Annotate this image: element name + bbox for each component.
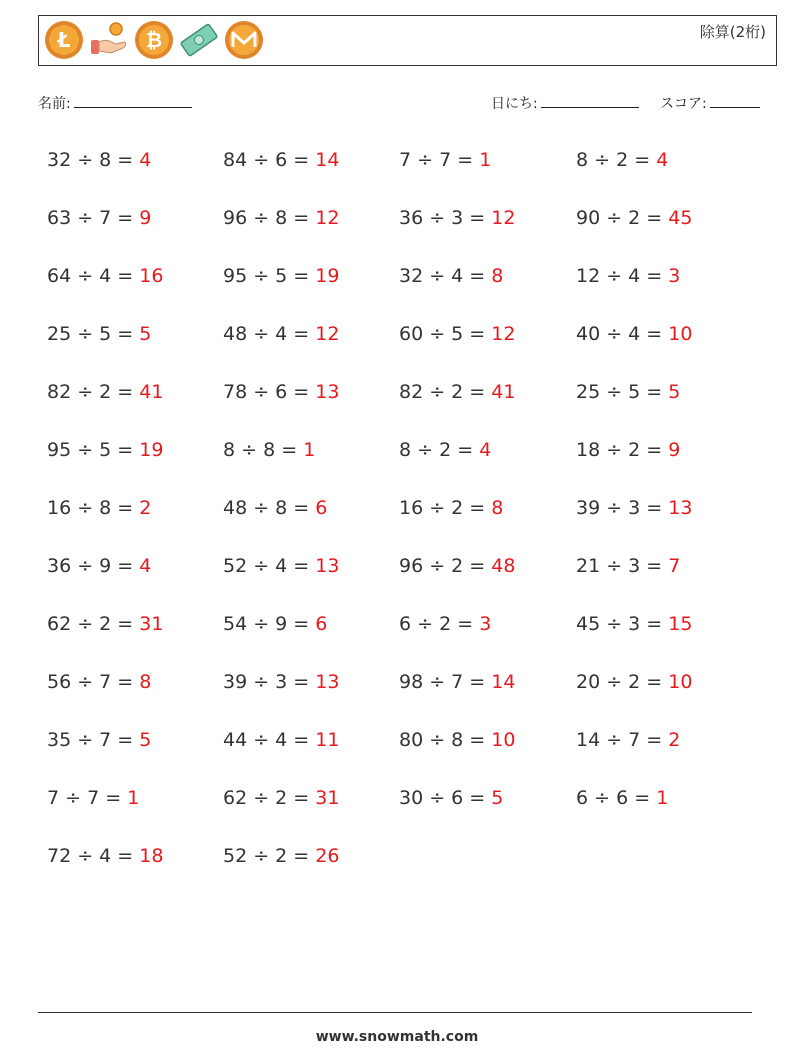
name-field [38,93,192,113]
problem-answer: 1 [127,787,140,809]
problem-answer: 41 [491,381,516,403]
problem-question: 90 ÷ 2 = [576,207,669,229]
problem-item [47,149,151,171]
problem-question: 25 ÷ 5 = [47,323,140,345]
problem-question: 98 ÷ 7 = [399,671,492,693]
score-blank[interactable] [710,93,760,108]
problem-question: 72 ÷ 4 = [47,845,140,867]
problem-item [223,265,339,287]
problem-question: 32 ÷ 8 = [47,149,140,171]
problem-answer: 3 [479,613,492,635]
problem-item [399,439,491,461]
problem-item [399,323,515,345]
problem-item [576,323,692,345]
problem-question: 30 ÷ 6 = [399,787,492,809]
problem-item [399,555,515,577]
problem-item [223,729,339,751]
problem-item [576,149,668,171]
problem-item [47,845,163,867]
problem-question: 96 ÷ 2 = [399,555,492,577]
problem-item [399,671,515,693]
problem-answer: 19 [139,439,164,461]
problem-question: 48 ÷ 8 = [223,497,316,519]
problem-question: 95 ÷ 5 = [223,265,316,287]
score-field [660,93,760,113]
problem-question: 63 ÷ 7 = [47,207,140,229]
problem-answer: 5 [491,787,504,809]
problem-question: 95 ÷ 5 = [47,439,140,461]
name-blank[interactable] [74,93,192,108]
problem-answer: 31 [315,787,340,809]
problem-question: 45 ÷ 3 = [576,613,669,635]
problem-item [223,671,339,693]
problem-item [47,497,151,519]
problem-question: 8 ÷ 8 = [223,439,304,461]
problem-answer: 1 [303,439,316,461]
problem-answer: 48 [491,555,516,577]
problem-question: 78 ÷ 6 = [223,381,316,403]
date-blank[interactable] [541,93,639,108]
problem-answer: 6 [315,497,328,519]
problem-item [399,149,491,171]
problem-answer: 12 [315,323,340,345]
problem-answer: 15 [668,613,693,635]
problem-answer: 4 [656,149,669,171]
problem-question: 64 ÷ 4 = [47,265,140,287]
footer-site: www.snowmath.com [315,1029,479,1045]
problem-item [576,439,680,461]
problem-question: 8 ÷ 2 = [576,149,657,171]
problem-answer: 12 [491,323,516,345]
problem-answer: 16 [139,265,164,287]
problem-answer: 11 [315,729,340,751]
problem-answer: 14 [315,149,340,171]
problem-item [576,613,692,635]
problem-item [399,381,515,403]
problem-question: 36 ÷ 9 = [47,555,140,577]
problem-item [399,729,515,751]
problem-question: 96 ÷ 8 = [223,207,316,229]
problem-item [47,381,163,403]
problem-item [399,497,503,519]
problem-item [576,265,680,287]
icon-strip [44,20,264,60]
problem-answer: 7 [668,555,681,577]
problem-item [223,787,339,809]
litecoin-coin-icon [44,20,84,60]
problem-item [399,207,515,229]
bitcoin-coin-icon [134,20,174,60]
svg-text:Ł: Ł [57,28,71,52]
problem-question: 21 ÷ 3 = [576,555,669,577]
worksheet-title: 除算(2桁) [699,23,766,41]
problem-question: 56 ÷ 7 = [47,671,140,693]
problem-question: 12 ÷ 4 = [576,265,669,287]
problem-answer: 41 [139,381,164,403]
problem-item [223,613,327,635]
problem-answer: 12 [315,207,340,229]
problem-question: 6 ÷ 2 = [399,613,480,635]
problem-question: 16 ÷ 2 = [399,497,492,519]
problem-question: 6 ÷ 6 = [576,787,657,809]
problem-question: 25 ÷ 5 = [576,381,669,403]
problem-item [47,323,151,345]
problem-item [223,207,339,229]
problem-answer: 4 [139,149,152,171]
problem-item [223,555,339,577]
name-label: 名前: [38,96,71,112]
problem-question: 84 ÷ 6 = [223,149,316,171]
problem-item [576,381,680,403]
problem-answer: 8 [139,671,152,693]
date-label: 日にち: [491,96,538,112]
problem-item [47,207,151,229]
problem-question: 52 ÷ 4 = [223,555,316,577]
problem-item [47,265,163,287]
problem-answer: 18 [139,845,164,867]
problem-item [399,787,503,809]
problem-item [576,207,692,229]
problem-answer: 5 [668,381,681,403]
problem-item [47,613,163,635]
problem-item [47,439,163,461]
problem-answer: 19 [315,265,340,287]
problem-item [223,323,339,345]
problem-item [223,497,327,519]
problem-question: 80 ÷ 8 = [399,729,492,751]
problem-answer: 5 [139,323,152,345]
problem-question: 8 ÷ 2 = [399,439,480,461]
problem-question: 82 ÷ 2 = [399,381,492,403]
problem-item [47,671,151,693]
problem-answer: 14 [491,671,516,693]
problem-item [223,439,315,461]
problem-answer: 31 [139,613,164,635]
problem-question: 52 ÷ 2 = [223,845,316,867]
score-label: スコア: [660,96,707,112]
date-field [491,93,639,113]
problem-answer: 13 [315,671,340,693]
problem-item [399,613,491,635]
problem-answer: 9 [139,207,152,229]
problem-answer: 4 [139,555,152,577]
problem-answer: 8 [491,497,504,519]
problem-answer: 45 [668,207,693,229]
problem-item [399,265,503,287]
problem-question: 39 ÷ 3 = [223,671,316,693]
problem-answer: 10 [491,729,516,751]
monero-coin-icon [224,20,264,60]
problem-question: 48 ÷ 4 = [223,323,316,345]
problem-question: 7 ÷ 7 = [399,149,480,171]
problem-answer: 2 [668,729,681,751]
problem-question: 20 ÷ 2 = [576,671,669,693]
problem-question: 32 ÷ 4 = [399,265,492,287]
problem-question: 62 ÷ 2 = [223,787,316,809]
problem-item [47,555,151,577]
problem-question: 40 ÷ 4 = [576,323,669,345]
worksheet-header [38,15,777,66]
problem-question: 18 ÷ 2 = [576,439,669,461]
problem-item [576,787,668,809]
problem-question: 44 ÷ 4 = [223,729,316,751]
problem-question: 39 ÷ 3 = [576,497,669,519]
problem-answer: 8 [491,265,504,287]
banknote-icon [179,20,219,60]
problem-question: 36 ÷ 3 = [399,207,492,229]
problem-answer: 2 [139,497,152,519]
problem-answer: 9 [668,439,681,461]
problem-answer: 3 [668,265,681,287]
problem-answer: 1 [479,149,492,171]
problem-answer: 10 [668,323,693,345]
problem-answer: 4 [479,439,492,461]
problem-item [223,149,339,171]
problem-question: 14 ÷ 7 = [576,729,669,751]
problem-answer: 26 [315,845,340,867]
problem-item [47,729,151,751]
problem-answer: 1 [656,787,669,809]
hand-holding-coin-icon [89,20,129,60]
problem-answer: 5 [139,729,152,751]
problem-question: 62 ÷ 2 = [47,613,140,635]
problem-item [576,497,692,519]
problem-question: 54 ÷ 9 = [223,613,316,635]
problem-item [576,729,680,751]
problem-answer: 13 [668,497,693,519]
problem-question: 60 ÷ 5 = [399,323,492,345]
problem-question: 35 ÷ 7 = [47,729,140,751]
problem-answer: 10 [668,671,693,693]
problem-answer: 12 [491,207,516,229]
problem-item [576,671,692,693]
problem-answer: 13 [315,555,340,577]
footer-divider [38,1012,752,1013]
problem-question: 82 ÷ 2 = [47,381,140,403]
problem-item [223,381,339,403]
problem-item [223,845,339,867]
problem-item [576,555,680,577]
problem-answer: 6 [315,613,328,635]
problem-question: 7 ÷ 7 = [47,787,128,809]
svg-text:₿: ₿ [145,28,163,52]
problem-item [47,787,139,809]
problem-question: 16 ÷ 8 = [47,497,140,519]
problem-answer: 13 [315,381,340,403]
